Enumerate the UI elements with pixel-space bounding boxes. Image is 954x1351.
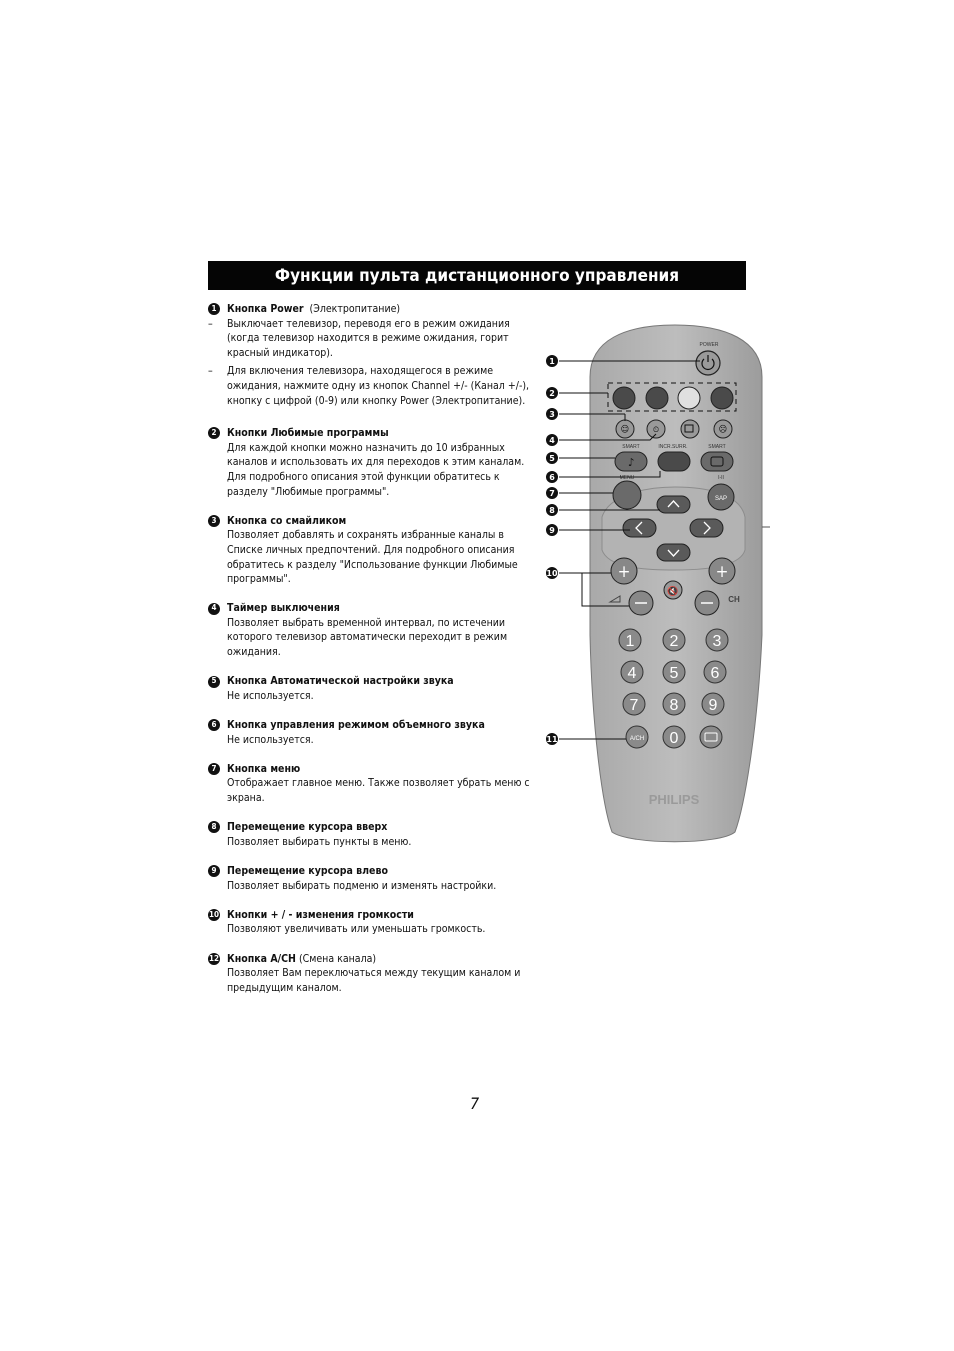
item-title: Кнопки Любимые программы bbox=[227, 427, 389, 440]
smart-sound-label: SMART bbox=[622, 444, 640, 450]
item-number: 5 bbox=[208, 676, 220, 688]
dual-label: I-II bbox=[718, 475, 724, 481]
list-item bbox=[208, 718, 538, 747]
sap-label: SAP bbox=[714, 496, 728, 502]
incr-surr-button[interactable] bbox=[658, 452, 690, 471]
digit-label: 7 bbox=[629, 697, 639, 714]
description-list bbox=[208, 302, 538, 1010]
ach-label: A/CH bbox=[629, 736, 645, 742]
cursor-up-button[interactable] bbox=[657, 496, 690, 513]
item-title: Перемещение курсора влево bbox=[227, 864, 388, 877]
list-item bbox=[208, 601, 538, 659]
brand-logo: PHILIPS bbox=[648, 792, 700, 807]
item-text: Позволяет добавлять и сохранять избранные каналы в Списке личных предпочтений. Для подробного описания обратитесь к разделу "Использование функции Любимые программы". bbox=[227, 529, 518, 586]
list-item bbox=[208, 952, 538, 996]
menu-label: MENU bbox=[619, 475, 635, 481]
smart-picture-label: SMART bbox=[708, 444, 726, 450]
section-title: Функции пульта дистанционного управления bbox=[208, 261, 746, 290]
svg-text:9: 9 bbox=[549, 526, 555, 535]
volume-up-label: + bbox=[617, 562, 631, 582]
svg-text:6: 6 bbox=[549, 473, 555, 482]
digit-label: 6 bbox=[710, 665, 720, 682]
favorite-button-4[interactable] bbox=[711, 387, 733, 409]
item-number: 9 bbox=[208, 865, 220, 877]
item-bullet: Выключает телевизор, переводя его в режим ожидания (когда телевизор находится в режиме ожидания, горит красный индикатор). bbox=[227, 317, 510, 359]
item-title: Таймер выключения bbox=[227, 602, 340, 615]
power-button[interactable] bbox=[696, 351, 720, 375]
svg-text:4: 4 bbox=[549, 436, 555, 445]
list-item bbox=[208, 820, 538, 849]
item-text: Позволяет выбирать пункты в меню. bbox=[227, 835, 412, 848]
digit-label: 1 bbox=[625, 633, 635, 650]
list-item bbox=[208, 674, 538, 703]
svg-text:11: 11 bbox=[546, 735, 558, 744]
screen-format-button[interactable] bbox=[681, 420, 699, 438]
item-text: Позволяет Вам переключаться между текущим каналом и предыдущим каналом. bbox=[227, 967, 521, 994]
sad-smiley-icon: ☹ bbox=[718, 425, 728, 435]
item-text: Позволяют увеличивать или уменьшать громкость. bbox=[227, 923, 486, 936]
digit-label: 0 bbox=[669, 730, 679, 747]
favorite-button-3[interactable] bbox=[678, 387, 700, 409]
item-number: 7 bbox=[208, 763, 220, 775]
digit-label: 3 bbox=[712, 633, 722, 650]
digit-label: 4 bbox=[627, 665, 637, 682]
list-item bbox=[208, 864, 538, 893]
svg-text:7: 7 bbox=[549, 489, 555, 498]
power-label: POWER bbox=[699, 342, 719, 348]
cursor-right-button[interactable] bbox=[690, 519, 723, 537]
item-title: Перемещение курсора вверх bbox=[227, 821, 388, 834]
digit-label: 9 bbox=[708, 697, 718, 714]
item-text: Для каждой кнопки можно назначить до 10 избранных каналов и использовать их для переходов к этим каналам. Для подробного описания этой функции обратитесь к разделу "Любимые программы". bbox=[227, 441, 525, 498]
item-number: 2 bbox=[208, 427, 220, 439]
item-text: Позволяет выбрать временной интервал, по истечении которого телевизор автоматически переходит в режим ожидания. bbox=[227, 616, 508, 659]
cursor-down-button[interactable] bbox=[657, 544, 690, 561]
item-title-extra: (Электропитание) bbox=[309, 303, 401, 315]
svg-text:5: 5 bbox=[549, 454, 555, 463]
item-number: 1 bbox=[208, 303, 220, 315]
smart-picture-button[interactable] bbox=[701, 452, 733, 471]
item-bullet: Для включения телевизора, находящегося в режиме ожидания, нажмите одну из кнопок Channel +/- (Канал +/-), кнопку с цифрой (0-9) или кнопку Power (Электропитание). bbox=[227, 365, 530, 407]
timer-icon: ⏲ bbox=[652, 425, 660, 434]
list-item: 1 Кнопка Power (Электропитание) – Выключает телевизор, переводя его в режим ожидания (когда телевизор находится в режиме ожидания, горит красный индикатор). – Для включения телевизора, находящегося в режиме ожидания, нажмите одну из кнопок Channel +/- (Канал +/-), кнопку с цифрой (0-9) или кнопку Power (Электропитание). bbox=[208, 302, 538, 408]
list-item bbox=[208, 514, 538, 587]
digit-label: 2 bbox=[669, 633, 679, 650]
item-number: 8 bbox=[208, 821, 220, 833]
list-item bbox=[208, 426, 538, 499]
item-text: Не используется. bbox=[227, 733, 314, 746]
item-title: Кнопка со смайликом bbox=[227, 514, 347, 527]
ch-label: CH bbox=[728, 595, 740, 604]
favorite-button-2[interactable] bbox=[646, 387, 668, 409]
item-title: Кнопка Автоматической настройки звука bbox=[227, 675, 454, 688]
item-number: 10 bbox=[208, 909, 220, 921]
favorite-button-1[interactable] bbox=[613, 387, 635, 409]
channel-up-label: + bbox=[715, 562, 729, 582]
svg-text:10: 10 bbox=[546, 569, 558, 578]
menu-button[interactable] bbox=[613, 481, 641, 509]
item-title-extra: (Смена канала) bbox=[298, 952, 377, 965]
svg-text:2: 2 bbox=[549, 389, 555, 398]
svg-text:1: 1 bbox=[549, 357, 555, 366]
item-title: Кнопка Power bbox=[227, 303, 304, 315]
cursor-left-button[interactable] bbox=[623, 519, 656, 537]
mute-icon: 🔇 bbox=[667, 587, 679, 597]
digit-label: 8 bbox=[669, 697, 679, 714]
item-text: Не используется. bbox=[227, 689, 314, 702]
item-title: Кнопка управления режимом объемного звука bbox=[227, 719, 485, 732]
item-number: 12 bbox=[208, 953, 220, 965]
info-button[interactable] bbox=[700, 726, 722, 748]
list-item bbox=[208, 908, 538, 937]
item-title: Кнопки + / - изменения громкости bbox=[227, 908, 414, 921]
digit-label: 5 bbox=[669, 665, 679, 682]
item-number: 3 bbox=[208, 515, 220, 527]
svg-text:3: 3 bbox=[549, 410, 555, 419]
music-note-icon: ♪ bbox=[627, 456, 635, 469]
item-text: Отображает главное меню. Также позволяет убрать меню с экрана. bbox=[227, 777, 530, 804]
item-number: 4 bbox=[208, 603, 220, 615]
item-number: 6 bbox=[208, 719, 220, 731]
list-item bbox=[208, 762, 538, 806]
item-title: Кнопка A/CH bbox=[227, 952, 296, 965]
smiley-icon: ☺ bbox=[620, 425, 630, 435]
incr-surr-label: INCR.SURR. bbox=[658, 444, 688, 450]
item-title: Кнопка меню bbox=[227, 762, 301, 775]
page-number: 7 bbox=[470, 1094, 480, 1113]
item-text: Позволяет выбирать подменю и изменять настройки. bbox=[227, 879, 497, 892]
svg-text:8: 8 bbox=[549, 506, 555, 515]
remote-control-illustration bbox=[540, 305, 780, 875]
